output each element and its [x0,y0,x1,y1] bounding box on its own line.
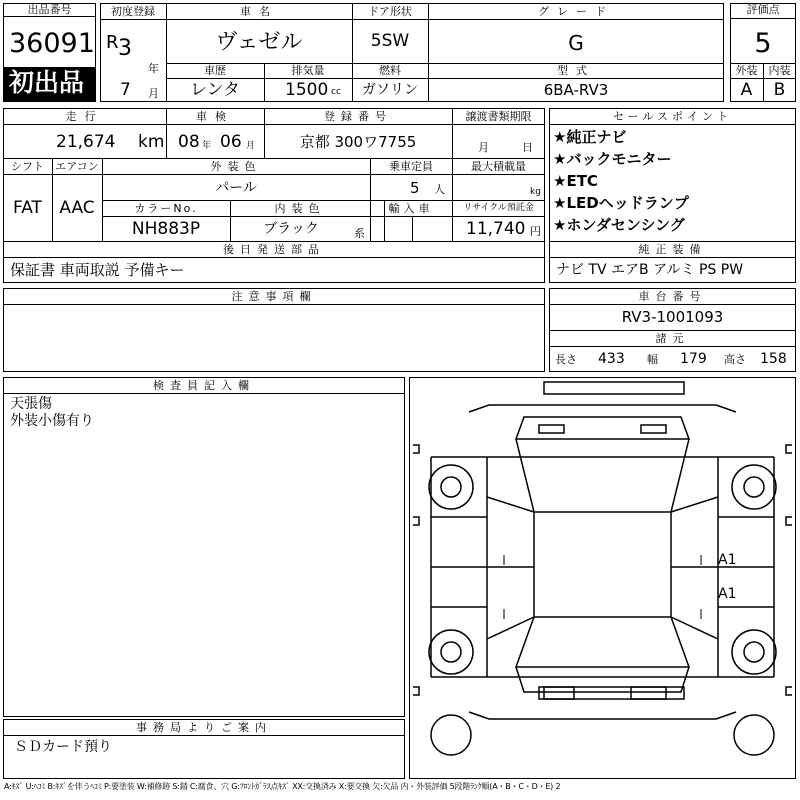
car-name-label: 車名 [240,5,278,18]
reg-no: 京都 300ワ7755 [299,133,417,151]
reg-month: 7 [120,80,131,100]
first-reg-label: 初度登録 [111,5,155,18]
car-diagram [409,377,796,779]
capacity: 5 [410,179,420,197]
capacity-unit: 人 [434,183,445,196]
chassis-number: RV3-1001093 [621,308,724,326]
aircon-label: エアコン [55,160,99,173]
dims-label: 諸元 [655,332,690,345]
int-grade-label: 内装 [768,64,791,77]
inspector-line-1: 天張傷 [10,396,52,412]
office-label: 事務局よりご案内 [136,721,272,734]
inspection-month-unit: 月 [246,141,256,151]
displacement-unit: cc [331,87,341,97]
sales-point-4: ★LEDヘッドランプ [553,194,689,212]
length-label: 長さ [555,353,577,366]
int-color: ブラック [263,221,319,237]
mileage-unit: km [138,132,165,152]
door-type: 5SW [370,31,410,51]
office-text: ＳＤカード預り [14,739,112,755]
int-grade: B [773,80,786,100]
first-listing-text: 初出品 [9,68,85,97]
grade: G [568,31,584,55]
sales-point-5: ★ホンダセンシング [553,216,685,234]
sales-point-2: ★バックモニター [553,150,672,168]
ext-color-label: 外装色 [210,160,262,173]
history: レンタ [190,80,240,100]
capacity-label: 乗車定員 [389,160,433,173]
int-color-label: 内装色 [274,202,326,215]
reg-no-label: 登録番号 [324,110,392,123]
lot-number: 36091 [9,28,95,59]
ext-color: パール [215,180,257,196]
inspection-month: 06 [220,132,242,152]
displacement: 1500 [285,80,329,100]
later-parts-label: 後日発送部品 [223,243,325,256]
transfer-month-unit: 月 [478,141,489,154]
inspection-label: 車検 [196,110,234,123]
door-label: ドア形状 [368,5,412,18]
width-label: 幅 [647,353,658,366]
inspector-line-2: 外装小傷有り [10,413,94,429]
ext-grade-label: 外装 [735,64,758,77]
shift-label: シフト [11,160,44,173]
fuel: ガソリン [362,82,418,98]
inspection-year-unit: 年 [202,141,212,151]
sales-label: セールスポイント [612,110,732,123]
reg-year: 3 [118,36,132,61]
shift: FAT [13,198,42,218]
grade-label: グレード [538,5,614,18]
max-load-label: 最大積載量 [471,160,526,173]
car-name: ヴェゼル [215,30,303,55]
score: 5 [754,28,772,59]
mileage-label: 走行 [65,110,104,123]
score-label: 評価点 [730,3,796,19]
era: R [106,32,119,53]
width: 179 [680,351,707,367]
later-parts: 保証書 車両取説 予備キー [10,261,185,279]
height-label: 高さ [724,353,746,366]
year-unit: 年 [148,62,159,75]
transfer-label: 譲渡書類期限 [465,110,532,123]
color-no-label: カラーNo. [134,202,198,215]
mileage: 21,674 [56,132,116,152]
damage-mark-1: A1 [718,552,737,568]
length: 433 [598,351,625,367]
color-no: NH883P [131,219,201,239]
model-label: 型式 [557,64,595,77]
displacement-label: 排気量 [291,64,325,77]
int-color-unit: 系 [354,227,365,240]
legend: A:ｷｽﾞ U:ﾍｺﾐ B:ｷｽﾞを伴うﾍｺﾐ P:要塗装 W:補修跡 S:錆 C:腐食、穴 G:ﾌﾛﾝﾄｶﾞﾗｽ点ｷｽﾞ XX:交換済み X:要交換 欠:欠品 内・外装評価 5段階ﾗﾝｸ順(A・B・C・D・E) 2 [4,782,561,791]
aircon: AAC [59,198,95,218]
notes-label: 注意事項欄 [231,290,317,303]
height: 158 [760,351,787,367]
damage-mark-2: A1 [718,586,737,602]
inspection-year: 08 [178,132,200,152]
sales-point-3: ★ETC [553,172,598,190]
equip: ナビ TV エアB アルミ PS PW [556,262,744,278]
max-load-unit: kg [530,187,541,197]
recycle-unit: 円 [530,225,541,238]
inspector-label: 検査員記入欄 [153,379,255,392]
month-unit: 月 [148,87,159,100]
ext-grade: A [740,80,753,100]
transfer-day-unit: 日 [522,141,533,154]
recycle-label: リサイクル預託金 [463,203,534,213]
recycle: 11,740 [466,219,526,239]
import-label: 輸入車 [388,202,434,215]
model: 6BA-RV3 [543,81,609,99]
lot-label: 出品番号 [3,3,96,17]
history-label: 車歴 [204,64,226,77]
equip-label: 純正装備 [638,243,707,256]
sales-point-1: ★純正ナビ [553,128,627,146]
chassis-label: 車台番号 [638,290,707,303]
fuel-label: 燃料 [379,64,401,77]
